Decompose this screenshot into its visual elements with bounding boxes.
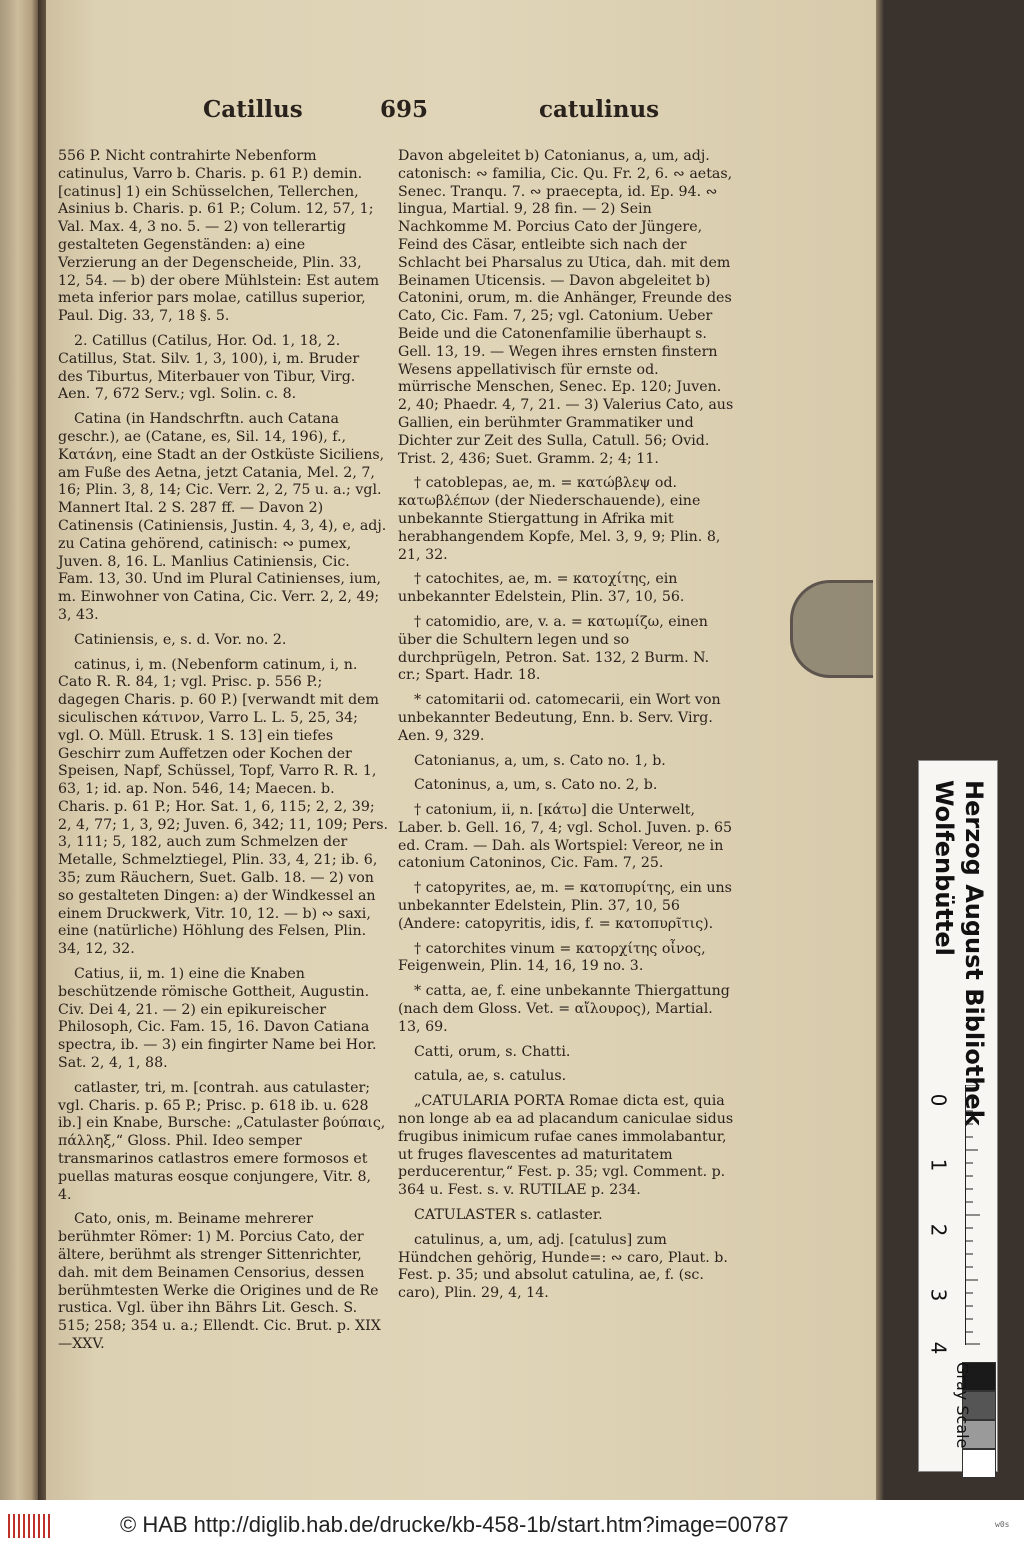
ruler-library-name: Herzog August Bibliothek [960,780,988,1126]
ruler-number: 0 [926,1093,951,1107]
ruler-number: 1 [926,1158,951,1172]
dictionary-entry: 2. Catillus (Catilus, Hor. Od. 1, 18, 2. Catillus, Stat. Silv. 1, 3, 100), i, m. Bruder des Tiburtus, Miterbauer von Tibur, Virg. Aen. 7, 672 Serv.; vgl. Solin. c. 8. [58,332,360,403]
dictionary-entry: catulinus, a, um, adj. [catulus] zum Hündchen gehörig, Hunde=: ∾ caro, Plaut. b. Fest. p. 35; und absolut catulina, ae, f. (sc. caro), Plin. 29, 4, 14. [398,1231,728,1302]
ruler-ticks [965,1085,986,1345]
gray-patch [962,1449,996,1478]
dictionary-entry: Catoninus, a, um, s. Cato no. 2, b. [414,777,658,794]
footer-bar [0,1500,1024,1551]
dictionary-entry: † catopyrites, ae, m. = κατοπυρίτης, ein uns unbekannter Edelstein, Plin. 37, 10, 56 (Andere: catopyritis, idis, f. = κατοπυρῖτις). [398,880,732,932]
dictionary-entry: catinus, i, m. (Nebenform catinum, i, n. Cato R. R. 84, 1; vgl. Prisc. p. 556 P.; dagegen Charis. p. 60 P.) [verwandt mit dem siculischen κάτινον, Varro L. L. 5, 25, 34; vgl. O. Müll. Etrusk. 1 S. 13] ein tiefes Geschirr zum Auffetzen oder Kochen der Speisen, Napf, Schüssel, Topf, Varro R. R. 1, 63, 1; id. ap. Non. 546, 14; Maecen. b. Charis. p. 61 P.; Hor. Sat. 1, 6, 115; 2, 2, 39; 2, 4, 77; 1, 3, 92; Juven. 6, 342; 11, 109; Pers. 3, 111; 5, 182, auch zum Schmelzen der Metalle, Schmelztiegel, Plin. 33, 4, 21; ib. 6, 35; zum Räuchern, Suet. Galb. 18. — 2) von so gestalteten Dingen: a) der Windkessel an einem Druckwerk, Vitr. 10, 12. — b) ∾ saxi, eine (natürliche) Höhlung des Felsen, Plin. 34, 12, 32. [58,656,388,958]
dictionary-entry: † catonium, ii, n. [κάτω] die Unterwelt, Laber. b. Gell. 16, 7, 4; vgl. Schol. Juven. p. 65 ed. Cram. — Dah. als Wortspiel: Vereor, ne in catonium Catoninos, Cic. Fam. 7, 25. [398,802,733,872]
left-text-column [58,148,388,1361]
left-page-edge [0,0,38,1500]
running-head-right: catulinus [539,96,660,123]
ruler-city-name: Wolfenbüttel [930,780,958,956]
dictionary-entry: catula, ae, s. catulus. [414,1068,567,1085]
dictionary-entry: Davon abgeleitet b) Catonianus, a, um, adj. catonisch: ∾ familia, Cic. Qu. Fr. 2, 6. ∾ aetas, Senec. Tranqu. 7. ∾ praecepta, id. Ep. 94. ∾ lingua, Martial. 9, 28 fin. — 2) Sein Nachkomme M. Porcius Cato der Jüngere, Feind des Cäsar, entleibte sich nach der Schlacht bei Pharsalus zu Utica, dah. mit dem Beinamen Uticensis. — Davon abgeleitet b) Catonini, orum, m. die Anhänger, Freunde des Cato, Cic. Fam. 7, 25; vgl. Catonium. Ueber Beide und die Catonenfamilie überhaupt s. Gell. 13, 19. — Wegen ihres ernsten finstern Wesens appellativisch für ernste od. mürrische Menschen, Senec. Ep. 120; Juven. 2, 40; Phaedr. 4, 7, 21. — 3) Valerius Cato, aus Gallien, ein berühmter Grammatiker und Dichter zur Zeit des Sulla, Catull. 56; Ovid. Trist. 2, 436; Suet. Gramm. 2; 4; 11. [398,148,734,467]
dictionary-entry: * catomitarii od. catomecarii, ein Wort von unbekannter Bedeutung, Enn. b. Serv. Virg. Aen. 9, 329. [398,692,721,744]
dictionary-entry: catlaster, tri, m. [contrah. aus catulaster; vgl. Charis. p. 65 P.; Prisc. p. 618 ib. u. 628 ib.] ein Knabe, Bursche: „Catulaster βούπαις, πάλληξ,“ Gloss. Phil. Ideo semper transmarinos catlastros emere formosos et puellas maturas eosque conjungere, Vitr. 8, 4. [58,1079,386,1203]
dictionary-entry: * catta, ae, f. eine unbekannte Thiergattung (nach dem Gloss. Vet. = αἴλουρος), Martial. 13, 69. [398,983,730,1035]
dictionary-entry: † catochites, ae, m. = κατοχίτης, ein unbekannter Edelstein, Plin. 37, 10, 56. [398,571,685,606]
dictionary-entry: Cato, onis, m. Beiname mehrerer berühmter Römer: 1) M. Porcius Cato, der ältere, berühmt als strenger Sittenrichter, dah. mit dem Beinamen Censorius, dessen berühmtesten Werke die Origines und de Re rustica. Vgl. über ihn Bährs Lit. Gesch. S. 515; 258; 354 u. a.; Ellendt. Cic. Brut. p. XIX—XXV. [58,1211,381,1352]
dictionary-entry: Catius, ii, m. 1) eine die Knaben beschützende römische Gottheit, Augustin. Civ. Dei 4, 21. — 2) ein epikureischer Philosoph, Cic. Fam. 15, 16. Davon Catiana spectra, ib. — 3) ein fingirter Name bei Hor. Sat. 2, 4, 1, 88. [58,966,377,1072]
dictionary-entry: Catti, orum, s. Chatti. [414,1043,571,1060]
ruler-number: 4 [926,1341,951,1355]
dictionary-entry: Catina (in Handschrftn. auch Catana geschr.), ae (Catane, es, Sil. 14, 196), f., Κατάνη, eine Stadt an der Ostküste Siciliens, am Fuße des Aetna, jetzt Catania, Mel. 2, 7, 16; Plin. 3, 8, 14; Cic. Verr. 2, 2, 75 u. a.; vgl. Mannert Ital. 2 S. 287 ff. — Davon 2) Catinensis (Catiniensis, Justin. 4, 3, 4), e, adj. zu Catina gehörend, catinisch: ∾ pumex, Juven. 8, 16. L. Manlius Catiniensis, Cic. Fam. 13, 30. Und im Plural Catinienses, ium, m. Einwohner von Catina, Cic. Verr. 2, 2, 49; 3, 43. [58,411,387,623]
ruler-tick-marks [966,1085,986,1345]
gray-scale-label: Gray Scale [953,1362,972,1449]
ruler-number: 3 [926,1288,951,1302]
dictionary-entry: „CATULARIA PORTA Romae dicta est, quia non longe ab ea ad placandum caniculae sidus frugibus inimicum rufae canes immolabantur, ut fruges flavescentes ad maturitatem perducerentur,“ Fest. p. 35; vgl. Comment. p. 364 u. Fest. s. v. RUTILAE p. 234. [398,1093,734,1199]
dictionary-entry: Catiniensis, e, s. d. Vor. no. 2. [74,631,287,648]
right-text-column [398,148,736,1310]
page-clip-icon [790,580,873,678]
dictionary-entry: † catomidio, are, v. a. = κατωμίζω, einen über die Schultern legen und so durchprügeln, Petron. Sat. 132, 2 Burm. N. cr.; Spart. Hadr. 18. [398,613,710,684]
hab-logo-icon [8,1514,52,1538]
running-head-left: Catillus [203,96,303,123]
copyright-link[interactable]: © HAB http://diglib.hab.de/drucke/kb-458-1b/start.htm?image=00787 [120,1512,789,1537]
dictionary-entry: CATULASTER s. catlaster. [414,1207,603,1224]
dictionary-entry: 556 P. Nicht contrahirte Nebenform catinulus, Varro b. Charis. p. 61 P.) demin. [catinus] 1) ein Schüsselchen, Tellerchen, Asinius b. Charis. p. 61 P.; Colum. 12, 57, 1; Val. Max. 4, 3 no. 5. — 2) von tellerartig gestalteten Gegenständen: a) eine Verzierung an der Degenscheide, Plin. 33, 12, 54. — b) der obere Mühlstein: Est autem meta inferior pars molae, catillus superior, Paul. Dig. 33, 7, 18 §. 5. [58,148,380,325]
dictionary-entry: Catonianus, a, um, s. Cato no. 1, b. [414,752,666,769]
page-edge-shadow [876,0,884,1500]
footer-tag: w0s [995,1520,1010,1529]
dictionary-entry: † catorchites vinum = κατορχίτης οἶνος, Feigenwein, Plin. 14, 16, 19 no. 3. [398,940,706,975]
page-number: 695 [380,96,429,123]
dictionary-entry: † catoblepas, ae, m. = κατώβλεψ od. κατωβλέπων (der Niederschauende), eine unbekannte Stiergattung in Afrika mit herabhangendem Kopfe, Mel. 3, 9, 9; Plin. 8, 21, 32. [398,475,721,563]
ruler-number: 2 [926,1223,951,1237]
